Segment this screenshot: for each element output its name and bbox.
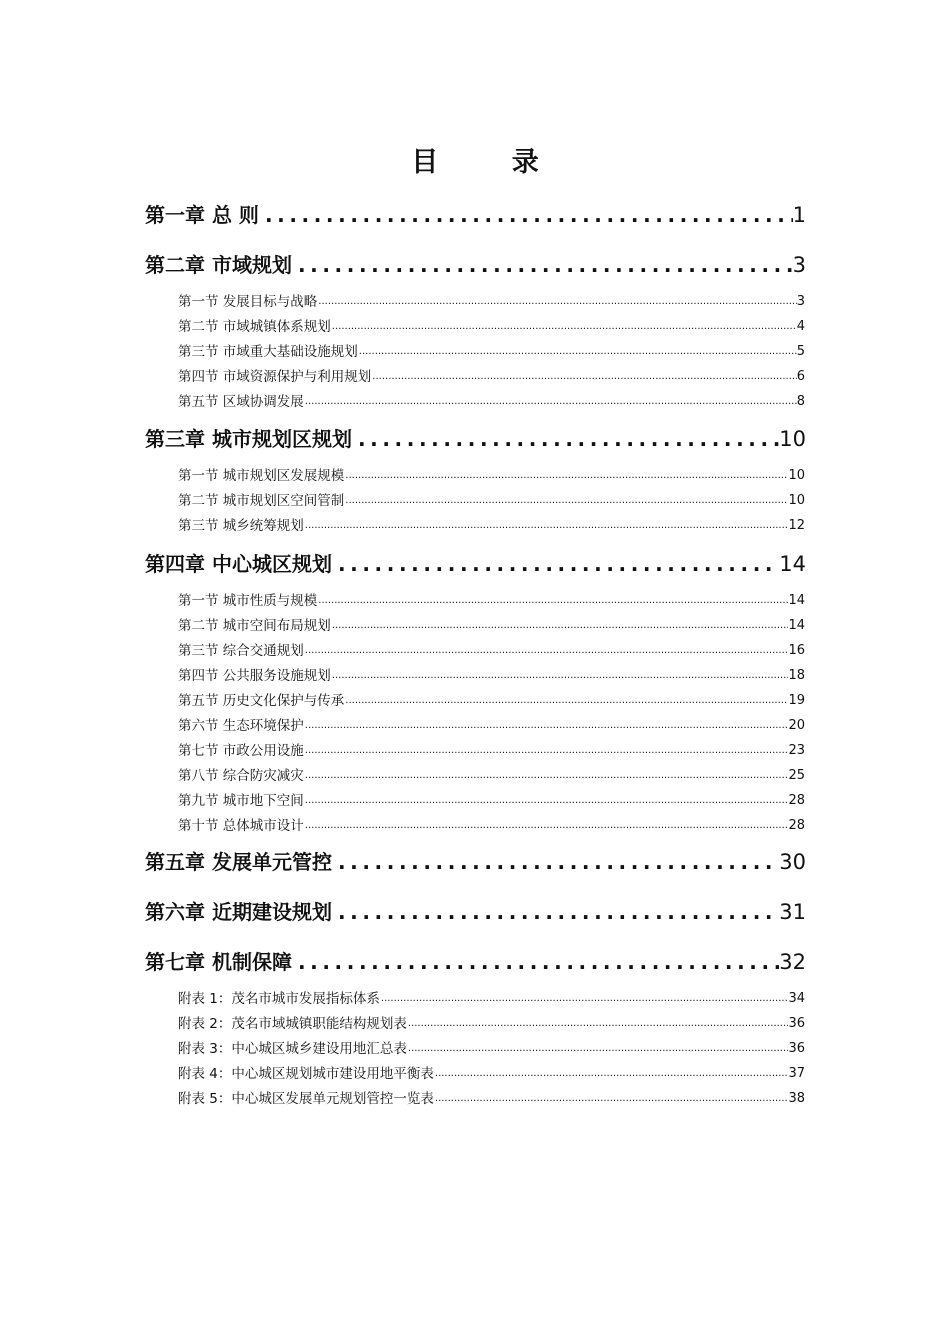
toc-page-number: 28 xyxy=(788,818,805,833)
toc-appendix-label: 附表 4：中心城区规划城市建设用地平衡表 xyxy=(178,1066,434,1082)
toc-leader-dots xyxy=(292,250,793,280)
toc-section[interactable] xyxy=(178,342,805,362)
toc-appendix-label: 附表 2：茂名市域城镇职能结构规划表 xyxy=(178,1016,407,1032)
toc-leader-dots xyxy=(344,466,788,486)
toc-leader-dots xyxy=(371,367,796,387)
toc-section-label: 第五节 历史文化保护与传承 xyxy=(178,693,345,709)
toc-appendix-label: 附表 3：中心城区城乡建设用地汇总表 xyxy=(178,1041,407,1057)
toc-section-label: 第六节 生态环境保护 xyxy=(178,718,304,734)
toc-page-number: 20 xyxy=(788,718,805,733)
page-title: 目 录 xyxy=(411,147,571,178)
toc-page-number: 14 xyxy=(788,618,805,633)
toc-leader-dots xyxy=(380,989,789,1009)
toc-section-label: 第三节 城乡统筹规划 xyxy=(178,518,304,534)
toc-page-number: 31 xyxy=(779,900,806,924)
toc-page-number: 36 xyxy=(788,1016,805,1031)
toc-leader-dots xyxy=(304,641,789,661)
toc-appendix[interactable] xyxy=(178,989,805,1009)
toc-appendix[interactable] xyxy=(178,1089,805,1109)
toc-chapter-label: 第六章 近期建设规划 xyxy=(145,900,332,924)
toc-chapter-4[interactable] xyxy=(145,549,806,579)
toc-page-number: 32 xyxy=(779,950,806,974)
toc-page-number: 14 xyxy=(779,552,806,576)
toc-section-label: 第一节 城市规划区发展规模 xyxy=(178,468,345,484)
toc-page-number: 6 xyxy=(796,369,805,384)
toc-page-number: 34 xyxy=(788,991,805,1006)
toc-section[interactable] xyxy=(178,741,805,761)
toc-leader-dots xyxy=(331,317,797,337)
toc-section-label: 第五节 区域协调发展 xyxy=(178,394,304,410)
toc-page-number: 30 xyxy=(779,850,806,874)
toc-chapter-label: 第三章 城市规划区规划 xyxy=(145,427,352,451)
toc-section-label: 第四节 市域资源保护与利用规划 xyxy=(178,369,372,385)
toc-page-number: 28 xyxy=(788,793,805,808)
toc-page-number: 14 xyxy=(788,593,805,608)
toc-appendix-label: 附表 5：中心城区发展单元规划管控一览表 xyxy=(178,1091,434,1107)
toc-page-number: 5 xyxy=(796,344,805,359)
toc-section-label: 第四节 公共服务设施规划 xyxy=(178,668,331,684)
toc-page-number: 12 xyxy=(788,518,805,533)
toc-chapter-label: 第一章 总 则 xyxy=(145,203,259,227)
toc-section[interactable] xyxy=(178,367,805,387)
toc-section[interactable] xyxy=(178,516,805,536)
toc-section[interactable] xyxy=(178,641,805,661)
toc-chapter-label: 第五章 发展单元管控 xyxy=(145,850,332,874)
toc-chapter-7[interactable] xyxy=(145,947,806,977)
toc-leader-dots xyxy=(304,516,789,536)
toc-section[interactable] xyxy=(178,666,805,686)
toc-chapter-3[interactable] xyxy=(145,424,806,454)
toc-section-label: 第三节 综合交通规划 xyxy=(178,643,304,659)
toc-section[interactable] xyxy=(178,691,805,711)
toc-page-number: 25 xyxy=(788,768,805,783)
toc-chapter-1[interactable] xyxy=(145,200,806,230)
toc-section-label: 第二节 城市空间布局规划 xyxy=(178,618,331,634)
toc-page-number: 23 xyxy=(788,743,805,758)
toc-section[interactable] xyxy=(178,392,805,412)
toc-section-label: 第七节 市政公用设施 xyxy=(178,743,304,759)
toc-appendix[interactable] xyxy=(178,1014,805,1034)
toc-section-label: 第九节 城市地下空间 xyxy=(178,793,304,809)
toc-section-label: 第三节 市域重大基础设施规划 xyxy=(178,344,358,360)
toc-section-label: 第十节 总体城市设计 xyxy=(178,818,304,834)
toc-section[interactable] xyxy=(178,716,805,736)
toc-chapter-2[interactable] xyxy=(145,250,806,280)
toc-page-number: 37 xyxy=(788,1066,805,1081)
toc-section-label: 第八节 综合防灾减灾 xyxy=(178,768,304,784)
toc-leader-dots xyxy=(304,392,797,412)
toc-page-number: 3 xyxy=(792,253,806,277)
toc-chapter-5[interactable] xyxy=(145,847,806,877)
toc-section-label: 第一节 城市性质与规模 xyxy=(178,593,318,609)
toc-leader-dots xyxy=(332,897,779,927)
toc-leader-dots xyxy=(331,616,789,636)
toc-leader-dots xyxy=(317,591,788,611)
toc-leader-dots xyxy=(407,1039,789,1059)
toc-page-number: 10 xyxy=(788,468,805,483)
toc-chapter-6[interactable] xyxy=(145,897,806,927)
toc-section[interactable] xyxy=(178,816,805,836)
toc-section-label: 第二节 市域城镇体系规划 xyxy=(178,319,331,335)
toc-leader-dots xyxy=(352,424,779,454)
toc-leader-dots xyxy=(407,1014,789,1034)
toc-leader-dots xyxy=(292,947,779,977)
toc-leader-dots xyxy=(344,491,788,511)
toc-leader-dots xyxy=(304,716,789,736)
toc-leader-dots xyxy=(304,816,789,836)
toc-leader-dots xyxy=(434,1089,789,1109)
toc-leader-dots xyxy=(317,292,796,312)
toc-page-number: 3 xyxy=(796,294,805,309)
toc-section[interactable] xyxy=(178,766,805,786)
toc-leader-dots xyxy=(259,200,793,230)
toc-section[interactable] xyxy=(178,466,805,486)
toc-section-label: 第二节 城市规划区空间管制 xyxy=(178,493,345,509)
toc-leader-dots xyxy=(434,1064,789,1084)
toc-appendix[interactable] xyxy=(178,1039,805,1059)
toc-page-number: 16 xyxy=(788,643,805,658)
toc-leader-dots xyxy=(304,791,789,811)
toc-section[interactable] xyxy=(178,616,805,636)
toc-page-number: 4 xyxy=(796,319,805,334)
toc-page-number: 18 xyxy=(788,668,805,683)
toc-chapter-label: 第二章 市域规划 xyxy=(145,253,292,277)
toc-page-number: 36 xyxy=(788,1041,805,1056)
toc-section[interactable] xyxy=(178,791,805,811)
toc-page-number: 38 xyxy=(788,1091,805,1106)
toc-leader-dots xyxy=(332,549,779,579)
toc-page-number: 10 xyxy=(779,427,806,451)
toc-section[interactable] xyxy=(178,292,805,312)
toc-chapter-label: 第七章 机制保障 xyxy=(145,950,292,974)
toc-leader-dots xyxy=(358,342,797,362)
toc-page-number: 10 xyxy=(788,493,805,508)
toc-section[interactable] xyxy=(178,317,805,337)
toc-leader-dots xyxy=(344,691,788,711)
toc-page-number: 1 xyxy=(792,203,806,227)
toc-leader-dots xyxy=(304,766,789,786)
toc-page-number: 8 xyxy=(796,394,805,409)
toc-page-number: 19 xyxy=(788,693,805,708)
toc-section[interactable] xyxy=(178,491,805,511)
toc-appendix-label: 附表 1：茂名市城市发展指标体系 xyxy=(178,991,380,1007)
toc-leader-dots xyxy=(332,847,779,877)
toc-section-label: 第一节 发展目标与战略 xyxy=(178,294,318,310)
toc-appendix[interactable] xyxy=(178,1064,805,1084)
toc-section[interactable] xyxy=(178,591,805,611)
toc-leader-dots xyxy=(331,666,789,686)
toc-chapter-label: 第四章 中心城区规划 xyxy=(145,552,332,576)
toc-leader-dots xyxy=(304,741,789,761)
